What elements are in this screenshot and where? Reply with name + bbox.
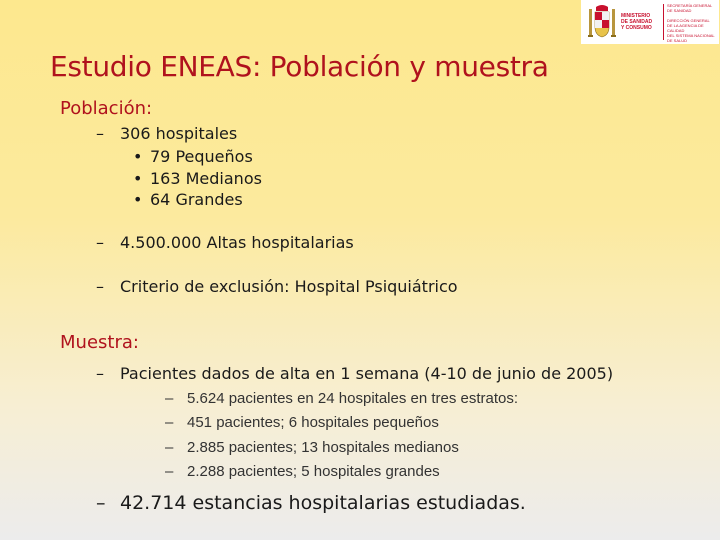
list-item-text: 2.288 pacientes; 5 hospitales grandes bbox=[187, 463, 440, 480]
list-item-text: 42.714 estancias hospitalarias estudiadas. bbox=[120, 492, 526, 514]
list-item-text: 306 hospitales bbox=[120, 124, 238, 143]
list-item bbox=[165, 439, 459, 456]
list-item bbox=[96, 364, 613, 383]
list-item-text: Pacientes dados de alta en 1 semana (4-10 de junio de 2005) bbox=[120, 364, 614, 383]
dash-marker: – bbox=[165, 390, 174, 407]
dash-marker: – bbox=[96, 364, 104, 383]
list-item-text: 2.885 pacientes; 13 hospitales medianos bbox=[187, 439, 459, 456]
spain-coat-of-arms-icon bbox=[587, 3, 617, 41]
bullet-marker: • bbox=[133, 169, 143, 188]
dash-marker: – bbox=[165, 463, 174, 480]
list-item bbox=[165, 390, 518, 407]
list-item-text: 451 pacientes; 6 hospitales pequeños bbox=[187, 414, 439, 431]
secretariat-name: SECRETARÍA GENERAL DE SANIDAD DIRECCIÓN GENERAL DE LA AGENCIA DE CALIDAD DEL SISTEMA NACIONAL DE SALUD bbox=[667, 3, 715, 43]
list-item-text: Criterio de exclusión: Hospital Psiquiátrico bbox=[120, 277, 458, 296]
list-item-text: 4.500.000 Altas hospitalarias bbox=[120, 233, 354, 252]
list-item bbox=[96, 233, 354, 252]
ministry-name: MINISTERIO DE SANIDAD Y CONSUMO bbox=[621, 13, 653, 31]
bullet-marker: • bbox=[133, 190, 143, 209]
list-item bbox=[96, 124, 237, 143]
logo-divider bbox=[663, 4, 664, 40]
bullet-marker: • bbox=[133, 147, 143, 166]
list-item-text: 79 Pequeños bbox=[150, 147, 253, 166]
list-item-text: 163 Medianos bbox=[150, 169, 262, 188]
list-item bbox=[133, 169, 262, 188]
poblacion-label: Población: bbox=[60, 98, 153, 119]
dash-marker: – bbox=[96, 124, 104, 143]
dash-marker: – bbox=[96, 277, 104, 296]
list-item bbox=[133, 190, 243, 209]
list-item bbox=[165, 414, 439, 431]
list-item bbox=[96, 277, 458, 296]
muestra-label: Muestra: bbox=[60, 332, 139, 353]
slide-title: Estudio ENEAS: Población y muestra bbox=[50, 50, 549, 83]
list-item bbox=[165, 463, 440, 480]
dash-marker: – bbox=[165, 414, 174, 431]
dash-marker: – bbox=[165, 439, 174, 456]
dash-marker: – bbox=[96, 492, 106, 514]
list-item-text: 64 Grandes bbox=[150, 190, 243, 209]
list-item bbox=[133, 147, 253, 166]
ministry-logo bbox=[581, 0, 719, 44]
list-item bbox=[96, 492, 526, 514]
list-item-text: 5.624 pacientes en 24 hospitales en tres estratos: bbox=[187, 390, 519, 407]
dash-marker: – bbox=[96, 233, 104, 252]
